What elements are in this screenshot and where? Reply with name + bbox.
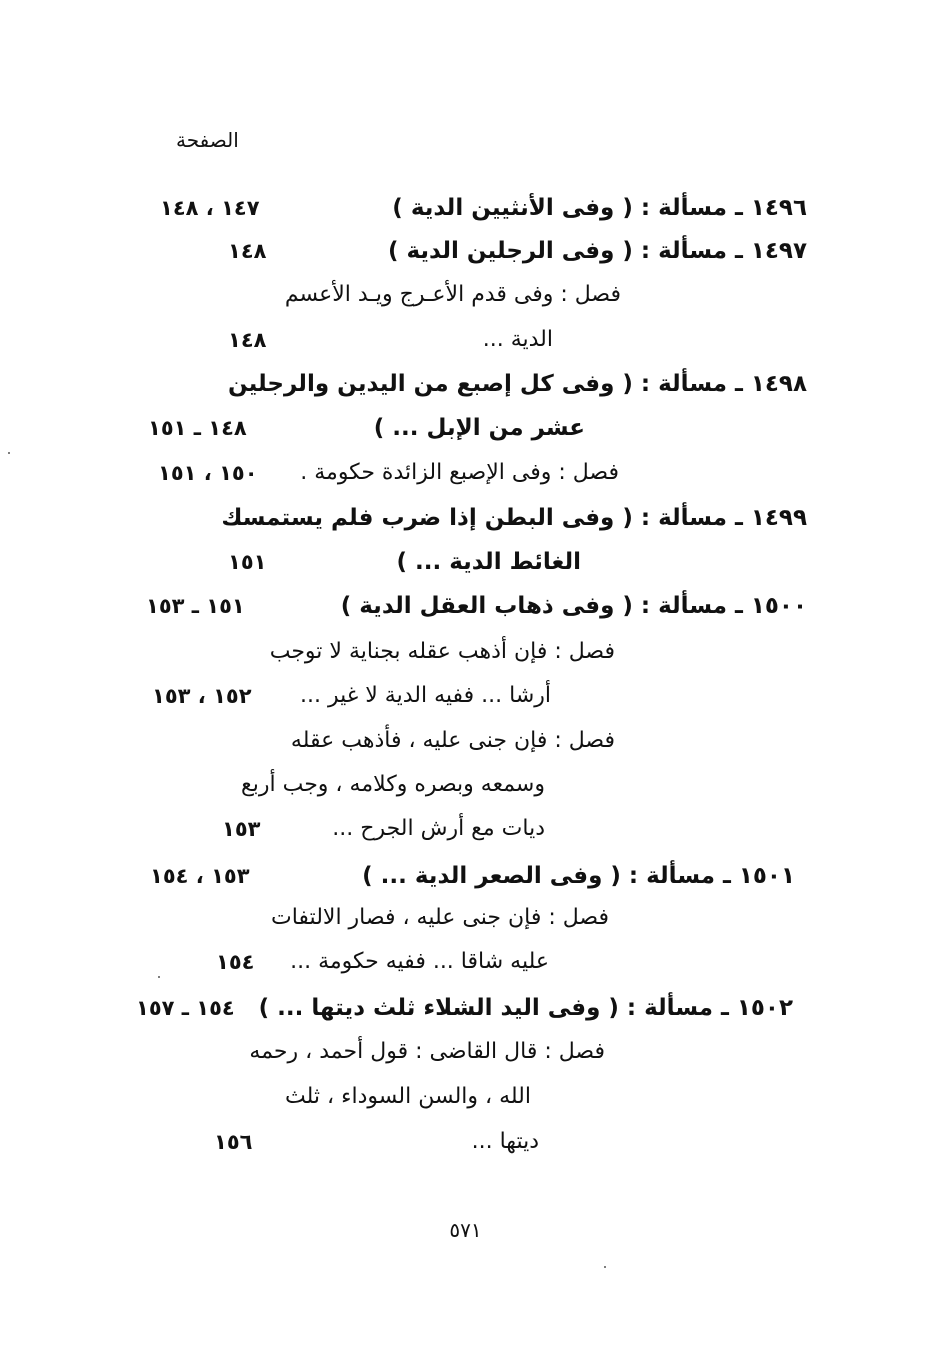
entry-pages: ١٥١ bbox=[228, 550, 267, 574]
entry-text: ديات مع أرش الجرح ... bbox=[332, 816, 545, 841]
index-line bbox=[0, 986, 931, 1030]
entry-pages: ١٥٣ ، ١٥٤ bbox=[150, 864, 250, 888]
entry-text: فصل : وفى الإصبع الزائدة حكومة . bbox=[300, 460, 619, 485]
entry-text: ١٥٠١ ـ مسألة : ( وفى الصعر الدية ... ) bbox=[362, 863, 795, 889]
entry-text: فصل : فإن جنى عليه ، فأذهب عقله bbox=[290, 728, 615, 753]
entry-text: فصل : فإن أذهب عقله بجناية لا توجب bbox=[269, 639, 615, 664]
entry-pages: ١٤٧ ، ١٤٨ bbox=[160, 196, 260, 220]
entry-pages: ١٥٤ ـ ١٥٧ bbox=[136, 996, 235, 1020]
entry-text: ١٥٠٠ ـ مسألة : ( وفى ذهاب العقل الدية ) bbox=[340, 593, 807, 619]
index-line bbox=[0, 854, 931, 898]
print-speck bbox=[158, 976, 160, 978]
entry-text: عليه شاقا ... ففيه حكومة ... bbox=[290, 949, 549, 974]
entry-text: ديتها ... bbox=[471, 1129, 539, 1154]
print-speck bbox=[8, 452, 10, 454]
index-line bbox=[0, 896, 931, 940]
index-line bbox=[0, 496, 931, 540]
page-column-header: الصفحة bbox=[176, 128, 239, 152]
index-line bbox=[0, 318, 931, 362]
entry-text: ١٤٩٦ ـ مسألة : ( وفى الأنثيين الدية ) bbox=[392, 195, 807, 221]
index-line bbox=[0, 584, 931, 628]
index-line bbox=[0, 630, 931, 674]
index-line bbox=[0, 406, 931, 450]
entry-pages: ١٥٤ bbox=[216, 950, 255, 974]
index-line bbox=[0, 1075, 931, 1119]
index-line bbox=[0, 1030, 931, 1074]
index-line bbox=[0, 940, 931, 984]
entry-text: فصل : وفى قدم الأعـرج ويـد الأعسم bbox=[284, 282, 621, 307]
entry-text: ١٤٩٩ ـ مسألة : ( وفى البطن إذا ضرب فلم يستمسك bbox=[221, 505, 807, 531]
entry-text: فصل : قال القاضى : قول أحمد ، رحمه bbox=[249, 1039, 605, 1064]
entry-pages: ١٥٢ ، ١٥٣ bbox=[152, 684, 252, 708]
entry-pages: ١٥٦ bbox=[214, 1130, 253, 1154]
entry-text: الغائط الدية ... ) bbox=[396, 549, 581, 575]
entry-pages: ١٤٨ bbox=[228, 328, 267, 352]
index-line bbox=[0, 763, 931, 807]
index-line bbox=[0, 807, 931, 851]
index-line bbox=[0, 1120, 931, 1164]
entry-text: فصل : فإن جنى عليه ، فصار الالتفات bbox=[271, 905, 609, 930]
entry-pages: ١٤٨ ـ ١٥١ bbox=[148, 416, 247, 440]
entry-text: وسمعه وبصره وكلامه ، وجب أربع bbox=[241, 772, 545, 797]
entry-text: ١٤٩٧ ـ مسألة : ( وفى الرجلين الدية ) bbox=[387, 238, 807, 264]
index-line bbox=[0, 186, 931, 230]
entry-pages: ١٥٠ ، ١٥١ bbox=[158, 461, 258, 485]
entry-text: ١٥٠٢ ـ مسألة : ( وفى اليد الشلاء ثلث ديتها ... ) bbox=[258, 995, 793, 1021]
entry-text: الله ، والسن السوداء ، ثلث bbox=[285, 1084, 531, 1109]
print-speck bbox=[604, 1266, 606, 1268]
entry-text: عشر من الإبل ... ) bbox=[373, 415, 585, 441]
index-line bbox=[0, 540, 931, 584]
entry-pages: ١٤٨ bbox=[228, 239, 267, 263]
page-number: ٥٧١ bbox=[449, 1218, 482, 1242]
index-line bbox=[0, 674, 931, 718]
index-line bbox=[0, 451, 931, 495]
entry-pages: ١٥١ ـ ١٥٣ bbox=[146, 594, 245, 618]
index-line bbox=[0, 229, 931, 273]
entry-text: الدية ... bbox=[482, 327, 553, 352]
index-line bbox=[0, 273, 931, 317]
entry-text: ١٤٩٨ ـ مسألة : ( وفى كل إصبع من اليدين والرجلين bbox=[227, 371, 807, 397]
index-line bbox=[0, 719, 931, 763]
entry-pages: ١٥٣ bbox=[222, 817, 261, 841]
index-line bbox=[0, 362, 931, 406]
entry-text: أرشا ... ففيه الدية لا غير ... bbox=[300, 683, 551, 708]
